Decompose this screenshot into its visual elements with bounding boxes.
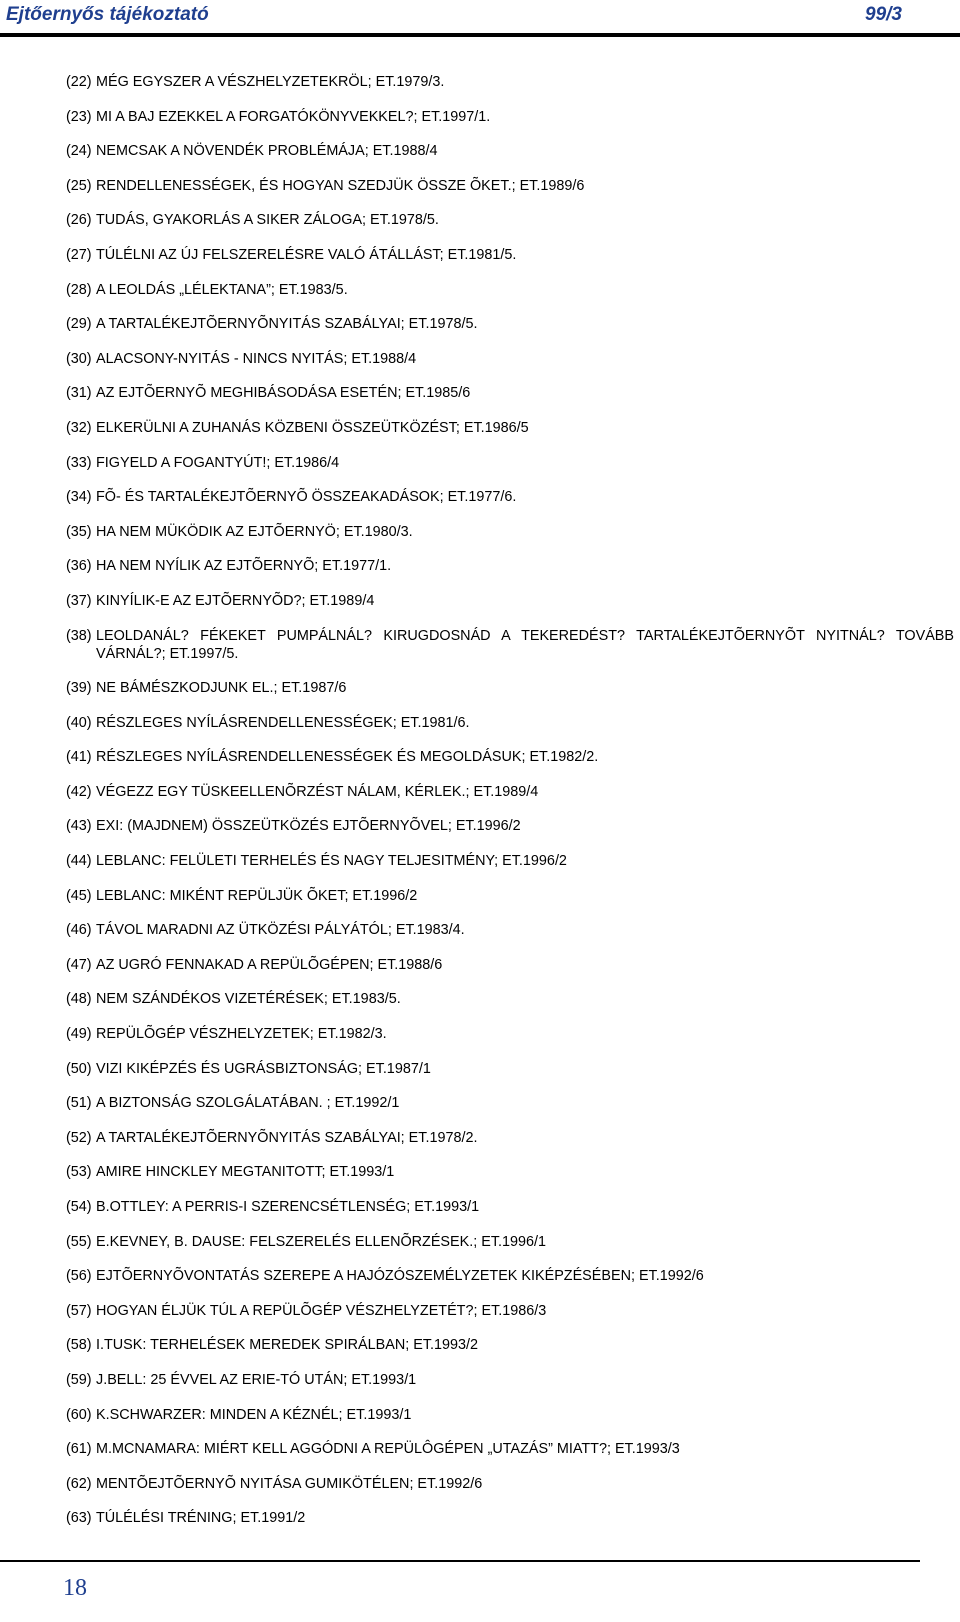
reference-number: (51) [66, 1095, 92, 1112]
reference-item [66, 523, 956, 541]
reference-title: E.KEVNEY, B. DAUSE: FELSZERELÉS ELLENÕRZÉSEK.; ET.1996/1 [96, 1233, 547, 1250]
reference-number: (44) [66, 853, 92, 870]
reference-title: EJTÕERNYÕVONTATÁS SZEREPE A HAJÓZÓSZEMÉLYZETEK KIKÉPZÉSÉBEN; ET.1992/6 [96, 1268, 704, 1285]
reference-number: (48) [66, 991, 92, 1008]
reference-number: (41) [66, 749, 92, 766]
reference-number: (47) [66, 956, 92, 973]
reference-title: RÉSZLEGES NYÍLÁSRENDELLENESSÉGEK ÉS MEGOLDÁSUK; ET.1982/2. [96, 749, 599, 766]
reference-title: AZ UGRÓ FENNAKAD A REPÜLÕGÉPEN; ET.1988/6 [96, 956, 443, 973]
reference-item [66, 1233, 956, 1251]
reference-number: (25) [66, 177, 92, 194]
reference-number: (37) [66, 592, 92, 609]
reference-title: NEM SZÁNDÉKOS VIZETÉRÉSEK; ET.1983/5. [96, 991, 401, 1008]
reference-title: K.SCHWARZER: MINDEN A KÉZNÉL; ET.1993/1 [96, 1406, 412, 1423]
reference-number: (57) [66, 1302, 92, 1319]
reference-item [66, 852, 956, 870]
reference-number: (26) [66, 212, 92, 229]
reference-title: KINYÍLIK-E AZ EJTÕERNYÕD?; ET.1989/4 [96, 592, 375, 609]
header-divider [0, 33, 960, 37]
reference-item [66, 1371, 956, 1389]
reference-number: (49) [66, 1026, 92, 1043]
reference-item [66, 211, 956, 229]
reference-item [66, 488, 956, 506]
footer-divider [0, 1560, 920, 1562]
reference-number: (55) [66, 1233, 92, 1250]
reference-title: EXI: (MAJDNEM) ÖSSZEÜTKÖZÉS EJTÕERNYÕVEL; ET.1996/2 [96, 818, 521, 835]
reference-item [66, 748, 956, 766]
reference-item [66, 956, 956, 974]
reference-number: (27) [66, 246, 92, 263]
reference-title: MÉG EGYSZER A VÉSZHELYZETEKRÖL; ET.1979/3. [96, 74, 445, 90]
reference-title: LEBLANC: FELÜLETI TERHELÉS ÉS NAGY TELJESITMÉNY; ET.1996/2 [96, 853, 567, 870]
reference-title: RENDELLENESSÉGEK, ÉS HOGYAN SZEDJÜK ÖSSZE ÕKET.; ET.1989/6 [96, 177, 585, 194]
reference-number: (29) [66, 316, 92, 333]
reference-title: A BIZTONSÁG SZOLGÁLATÁBAN. ; ET.1992/1 [96, 1095, 400, 1112]
reference-item [66, 592, 956, 610]
reference-title: I.TUSK: TERHELÉSEK MEREDEK SPIRÁLBAN; ET.1993/2 [96, 1337, 479, 1354]
reference-number: (34) [66, 489, 92, 506]
reference-item [66, 73, 956, 91]
reference-title: TÁVOL MARADNI AZ ÜTKÖZÉSI PÁLYÁTÓL; ET.1983/4. [96, 922, 465, 939]
reference-number: (61) [66, 1441, 92, 1458]
reference-number: (35) [66, 523, 92, 540]
reference-title: TUDÁS, GYAKORLÁS A SIKER ZÁLOGA; ET.1978/5. [96, 212, 439, 229]
page-number: 18 [63, 1575, 87, 1601]
reference-title: AZ EJTÕERNYÕ MEGHIBÁSODÁSA ESETÉN; ET.1985/6 [96, 385, 471, 402]
reference-number: (53) [66, 1164, 92, 1181]
reference-title: VIZI KIKÉPZÉS ÉS UGRÁSBIZTONSÁG; ET.1987/1 [96, 1060, 431, 1077]
page-header [6, 4, 902, 32]
reference-item [66, 1475, 956, 1493]
reference-item [66, 108, 956, 126]
reference-title: TÚLÉLNI AZ ÚJ FELSZERELÉSRE VALÓ ÁTÁLLÁST; ET.1981/5. [96, 246, 517, 263]
reference-title: NE BÁMÉSZKODJUNK EL.; ET.1987/6 [96, 680, 347, 697]
reference-list [66, 73, 956, 1544]
reference-title: MENTÕEJTÕERNYÕ NYITÁSA GUMIKÖTÉLEN; ET.1992/6 [96, 1475, 483, 1492]
reference-item [66, 246, 956, 264]
reference-number: (39) [66, 680, 92, 697]
reference-item [66, 350, 956, 368]
reference-title: J.BELL: 25 ÉVVEL AZ ERIE-TÓ UTÁN; ET.1993/1 [96, 1371, 417, 1388]
reference-item [66, 419, 956, 437]
reference-number: (23) [66, 108, 92, 125]
reference-title: TÚLÉLÉSI TRÉNING; ET.1991/2 [96, 1510, 306, 1527]
reference-item [66, 142, 956, 160]
reference-title: FIGYELD A FOGANTYÚT!; ET.1986/4 [96, 454, 340, 471]
reference-number: (40) [66, 714, 92, 731]
reference-number: (30) [66, 350, 92, 367]
reference-title: B.OTTLEY: A PERRIS-I SZERENCSÉTLENSÉG; ET.1993/1 [96, 1199, 480, 1215]
reference-number: (54) [66, 1199, 92, 1215]
reference-item [66, 1060, 956, 1078]
reference-number: (22) [66, 74, 92, 90]
reference-item [66, 1267, 956, 1285]
reference-number: (59) [66, 1371, 92, 1388]
reference-title: HOGYAN ÉLJÜK TÚL A REPÜLÕGÉP VÉSZHELYZETÉT?; ET.1986/3 [96, 1302, 547, 1319]
reference-item [66, 177, 956, 195]
reference-item [66, 990, 956, 1008]
reference-title: LEOLDANÁL? FÉKEKET PUMPÁLNÁL? KIRUGDOSNÁD A TEKEREDÉST? TARTALÉKEJTÕERNYÕT NYITNÁL? TOVÁBB VÁRNÁL?; ET.1997/5. [96, 627, 954, 662]
reference-title: A TARTALÉKEJTÕERNYÕNYITÁS SZABÁLYAI; ET.1978/5. [96, 316, 478, 333]
reference-item [66, 315, 956, 333]
reference-title: A LEOLDÁS „LÉLEKTANA”; ET.1983/5. [96, 281, 348, 298]
reference-item [66, 921, 956, 939]
reference-number: (43) [66, 818, 92, 835]
reference-title: VÉGEZZ EGY TÜSKEELLENÕRZÉST NÁLAM, KÉRLEK.; ET.1989/4 [96, 783, 539, 800]
reference-number: (46) [66, 922, 92, 939]
reference-title: M.MCNAMARA: MIÉRT KELL AGGÓDNI A REPÜLÔGÉPEN „UTAZÁS” MIATT?; ET.1993/3 [96, 1441, 680, 1458]
reference-item [66, 454, 956, 472]
reference-number: (52) [66, 1129, 92, 1146]
reference-item [66, 1406, 956, 1424]
reference-number: (33) [66, 454, 92, 471]
reference-title: ALACSONY-NYITÁS - NINCS NYITÁS; ET.1988/4 [96, 350, 417, 367]
reference-number: (60) [66, 1406, 92, 1423]
reference-number: (42) [66, 783, 92, 800]
reference-title: NEMCSAK A NÖVENDÉK PROBLÉMÁJA; ET.1988/4 [96, 143, 438, 160]
reference-title: A TARTALÉKEJTÕERNYÕNYITÁS SZABÁLYAI; ET.1978/2. [96, 1129, 478, 1146]
reference-number: (50) [66, 1060, 92, 1077]
reference-item [66, 1302, 956, 1320]
reference-item [66, 281, 956, 299]
reference-item [66, 1440, 956, 1458]
reference-number: (56) [66, 1268, 92, 1285]
reference-item [66, 1129, 956, 1147]
reference-title: RÉSZLEGES NYÍLÁSRENDELLENESSÉGEK; ET.1981/6. [96, 714, 470, 731]
reference-title: HA NEM MÜKÖDIK AZ EJTÕERNYÖ; ET.1980/3. [96, 523, 413, 540]
publication-title: Ejtőernyős tájékoztató [6, 4, 209, 25]
reference-number: (45) [66, 887, 92, 904]
reference-number: (38) [66, 627, 92, 644]
reference-item [66, 627, 956, 663]
reference-title: MI A BAJ EZEKKEL A FORGATÓKÖNYVEKKEL?; ET.1997/1. [96, 108, 491, 125]
reference-title: REPÜLÕGÉP VÉSZHELYZETEK; ET.1982/3. [96, 1026, 387, 1043]
reference-number: (36) [66, 558, 92, 575]
reference-title: AMIRE HINCKLEY MEGTANITOTT; ET.1993/1 [96, 1164, 395, 1181]
reference-item [66, 1094, 956, 1112]
reference-number: (62) [66, 1475, 92, 1492]
reference-item [66, 557, 956, 575]
reference-item [66, 817, 956, 835]
reference-number: (58) [66, 1337, 92, 1354]
reference-number: (63) [66, 1510, 92, 1527]
reference-title: LEBLANC: MIKÉNT REPÜLJÜK ÕKET; ET.1996/2 [96, 887, 418, 904]
reference-title: HA NEM NYÍLIK AZ EJTÕERNYÕ; ET.1977/1. [96, 558, 392, 575]
issue-number: 99/3 [865, 4, 902, 25]
reference-title: FÕ- ÉS TARTALÉKEJTÕERNYÕ ÖSSZEAKADÁSOK; ET.1977/6. [96, 489, 517, 506]
reference-item [66, 1163, 956, 1181]
reference-item [66, 1509, 956, 1527]
reference-item [66, 714, 956, 732]
reference-item [66, 1198, 956, 1216]
reference-item [66, 887, 956, 905]
reference-item [66, 1025, 956, 1043]
reference-item [66, 384, 956, 402]
reference-item [66, 679, 956, 697]
reference-number: (31) [66, 385, 92, 402]
reference-number: (28) [66, 281, 92, 298]
reference-item [66, 1336, 956, 1354]
reference-number: (24) [66, 143, 92, 160]
reference-title: ELKERÜLNI A ZUHANÁS KÖZBENI ÖSSZEÜTKÖZÉST; ET.1986/5 [96, 419, 529, 436]
reference-item [66, 783, 956, 801]
reference-number: (32) [66, 419, 92, 436]
